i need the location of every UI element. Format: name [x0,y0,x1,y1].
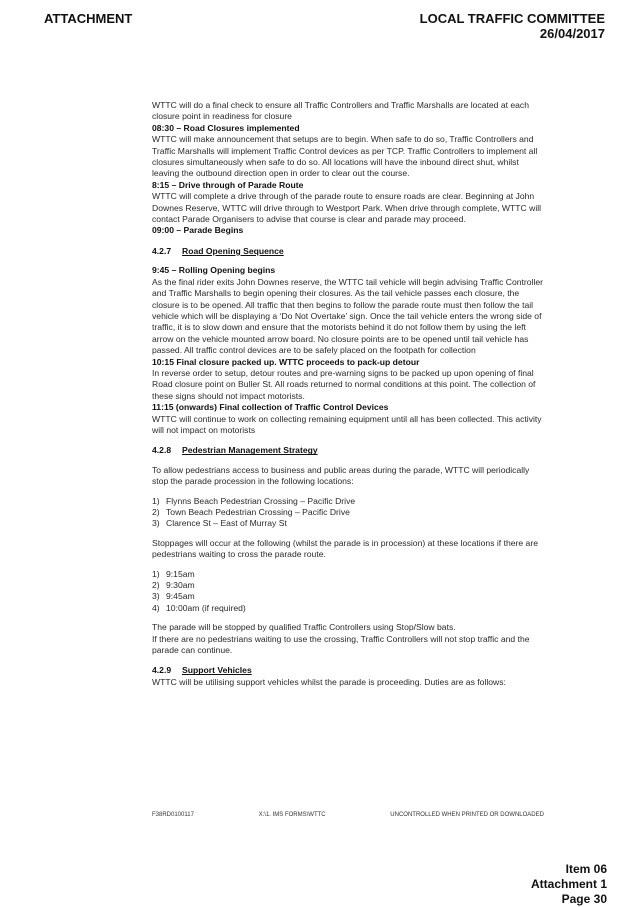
header-date: 26/04/2017 [539,26,605,41]
section-heading-4-2-9 [152,665,544,676]
attachment-label: ATTACHMENT [44,11,133,26]
section-title: Road Opening Sequence [182,245,284,256]
section-heading-4-2-7 [152,246,544,257]
paragraph: As the final rider exits John Downes reserve, the WTTC tail vehicle will begin advising Traffic Controller and Traffic Marshalls to begin opening their closures. As the tail vehicle passes each closure, the closure is to be opened. All traffic that then begins to follow the parade route must then follow the tail vehicle which will be displaying a ‘Do Not Overtake’ sign. Once the tail vehicle enters the wrong side of traffic, it is to slow down and ensure that the motorists behind it do not follow them by using the left arrow on the vehicle mounted arrow board. No closure points are to be opened until tail vehicle has passed. All traffic control devices are to be safely placed on the footpath for collection [152,276,544,356]
location-list [152,496,544,530]
step-heading-0945: 9:45 – Rolling Opening begins [152,265,276,276]
item-number: Item 06 [565,862,607,876]
paragraph: If there are no pedestrians waiting to use the crossing, Traffic Controllers will not stop traffic and the parade can continue. [152,633,530,656]
step-heading-0830: 08:30 – Road Closures implemented [152,122,300,133]
page-meta [531,862,607,907]
header-right [420,11,605,41]
document-footer [152,812,544,818]
attachment-number: Attachment 1 [530,877,607,891]
paragraph: The parade will be stopped by qualified Traffic Controllers using Stop/Slow bats. [152,622,456,633]
paragraph: WTTC will make announcement that setups are to begin. When safe to do so, Traffic Controllers and Traffic Marshalls will implement Traffic Control devices as per TCP. Traffic Controllers to implement all closures simultaneously when safe to do so. All locations will have the inbound direct shut, whilst leaving the outbound direction open in order to clear out the course. [152,134,538,179]
section-number: 4.2.9 [152,665,172,676]
section-number: 4.2.8 [152,445,172,456]
document-body [152,100,544,688]
step-heading-0900: 09:00 – Parade Begins [152,225,244,236]
step-heading-0815: 8:15 – Drive through of Parade Route [152,179,304,190]
section-heading-4-2-8 [152,445,544,456]
list-item: 4) 10:00am (if required) [152,602,246,613]
list-item: 2) Town Beach Pedestrian Crossing – Pacific Drive [152,507,350,517]
paragraph: In reverse order to setup, detour routes and pre-warning signs to be packed up upon opening of final Road closure point on Buller St. All roads returned to normal conditions at this point. The collection of these signs should not impact motorists. [152,367,536,401]
footer-path: X:\1. IMS FORMS\WTTC [258,812,326,818]
footer-code: F38RD0100117 [152,812,194,818]
list-item: 3) Clarence St – East of Murray St [152,518,287,529]
section-number: 4.2.7 [152,245,172,256]
paragraph: WTTC will do a final check to ensure all Traffic Controllers and Traffic Marshalls are located at each closure point in readiness for closure [152,100,530,122]
list-item: 1) Flynns Beach Pedestrian Crossing – Pacific Drive [152,495,356,506]
paragraph: WTTC will be utilising support vehicles whilst the parade is proceeding. Duties are as follows: [152,676,506,687]
step-heading-1015: 10:15 Final closure packed up. WTTC proceeds to pack-up detour [152,356,420,367]
section-title: Pedestrian Management Strategy [182,445,318,456]
committee-title: LOCAL TRAFFIC COMMITTEE [419,11,605,26]
section-title: Support Vehicles [182,665,252,676]
paragraph: WTTC will continue to work on collecting remaining equipment until all has been collected. This activity will not impact on motorists [152,413,542,435]
page-number: Page 30 [561,892,607,906]
paragraph: Stoppages will occur at the following (whilst the parade is in procession) at these locations if there are pedestrians waiting to cross the parade route. [152,537,538,560]
footer-notice: UNCONTROLLED WHEN PRINTED OR DOWNLOADED [390,812,544,818]
step-heading-1115: 11:15 (onwards) Final collection of Traffic Control Devices [152,402,389,413]
times-list [152,569,544,615]
list-item: 3) 9:45am [152,591,195,602]
paragraph: WTTC will complete a drive through of the parade route to ensure roads are clear. Beginning at John Downes Reserve, WTTC will drive through to Westport Park. When drive through complete, WTTC will contact Parade Organisers to advise that course is clear and parade may proceed. [152,191,542,225]
list-item: 1) 9:15am [152,568,195,579]
list-item: 2) 9:30am [152,580,195,591]
paragraph: To allow pedestrians access to business and public areas during the parade, WTTC will periodically stop the parade procession in the following locations: [152,464,530,487]
